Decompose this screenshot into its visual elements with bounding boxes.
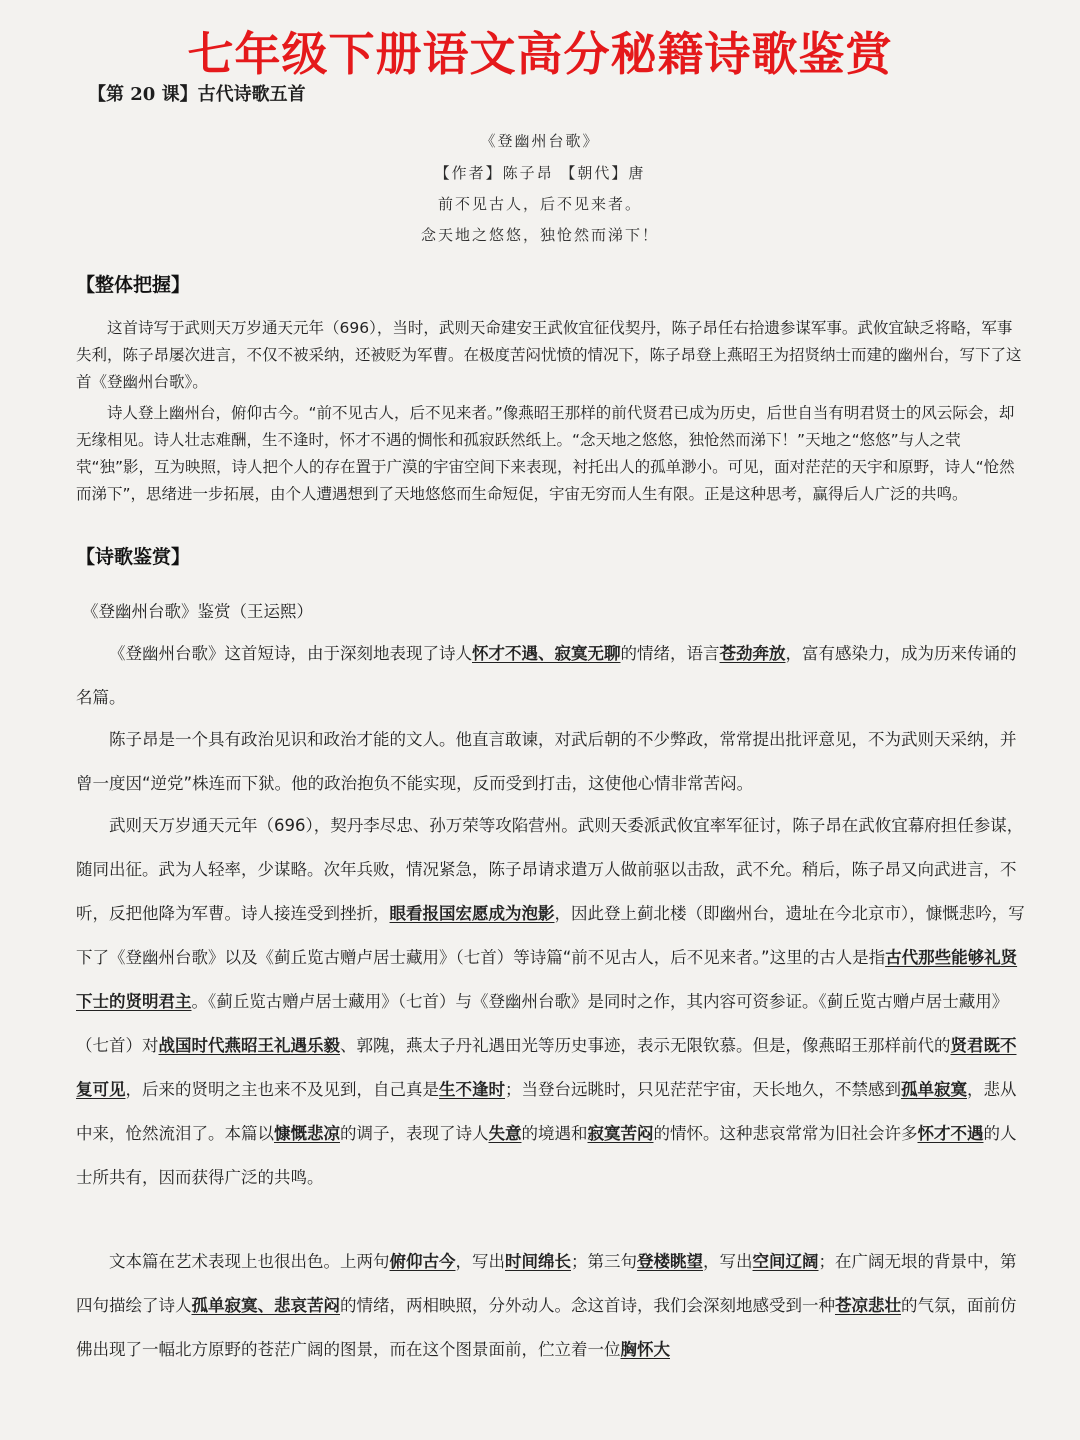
poem-line-1: 前不见古人，后不见来者。 [437, 195, 642, 213]
highlight-phrase: 时间绵长 [505, 1252, 571, 1271]
highlight-phrase: 孤单寂寞 [901, 1080, 967, 1099]
appreciation-source: 《登幽州台歌》鉴赏（王运熙） [82, 602, 313, 621]
highlight-phrase: 古代那些能够礼贤下士的贤明君主 [76, 948, 1018, 1011]
section-appreciation-heading: 【诗歌鉴赏】 [76, 546, 191, 568]
highlight-phrase: 寂寞苦闷 [587, 1124, 654, 1143]
highlight-phrase: 贤君既不复可见 [76, 1036, 1017, 1099]
appreciation-paragraph-2: 陈子昂是一个具有政治见识和政治才能的文人。他直言敢谏，对武后朝的不少弊政，常常提出批评意见，不为武则天采纳，并曾一度因“逆党”株连而下狱。他的政治抱负不能实现，反而受到打击，这使他心情非常苦闷。 [76, 730, 1017, 793]
highlight-phrase: 怀才不遇、寂寞无聊 [472, 644, 621, 663]
highlight-phrase: 失意 [488, 1124, 522, 1143]
highlight-phrase: 眼看报国宏愿成为泡影 [389, 904, 555, 923]
page-title: 七年级下册语文高分秘籍诗歌鉴赏 [187, 27, 893, 81]
appreciation-paragraph-4: 文本篇在艺术表现上也很出色。上两句俯仰古今，写出时间绵长；第三句登楼眺望，写出空间辽阔；在广阔无垠的背景中，第四句描绘了诗人孤单寂寞、悲哀苦闷的情绪，两相映照，分外动人。念这首诗，我们会深刻地感受到一种苍凉悲壮的气氛，面前仿佛出现了一幅北方原野的苍茫广阔的图景，而在这个图景面前，伫立着一位胸怀大 [76, 1252, 1017, 1359]
highlight-phrase: 慷慨悲凉 [274, 1124, 340, 1143]
highlight-phrase: 胸怀大 [620, 1340, 670, 1359]
highlight-phrase: 怀才不遇 [917, 1124, 984, 1143]
highlight-phrase: 空间辽阔 [752, 1252, 819, 1271]
appreciation-paragraph-1: 《登幽州台歌》这首短诗，由于深刻地表现了诗人怀才不遇、寂寞无聊的情绪，语言苍劲奔放，富有感染力，成为历来传诵的名篇。 [76, 644, 1017, 707]
highlight-phrase: 孤单寂寞、悲哀苦闷 [191, 1296, 340, 1315]
poem-meta: 【作者】陈子昂 【朝代】唐 [434, 164, 646, 182]
overview-paragraph-2: 诗人登上幽州台，俯仰古今。“前不见古人，后不见来者。”像燕昭王那样的前代贤君已成为历史，后世自当有明君贤士的风云际会，却无缘相见。诗人壮志难酬，生不逢时，怀才不遇的惆怅和孤寂跃然纸上。“念天地之悠悠，独怆然而涕下！”天地之“悠悠”与人之茕茕“独”影，互为映照，诗人把个人的存在置于广漠的宇宙空间下来表现，衬托出人的孤单渺小。可见，面对茫茫的天宇和原野，诗人“怆然而涕下”，思绪进一步拓展，由个人遭遇想到了天地悠悠而生命短促，宇宙无穷而人生有限。正是这种思考，赢得后人广泛的共鸣。 [76, 404, 1015, 503]
poem-line-2: 念天地之悠悠，独怆然而涕下！ [420, 226, 659, 244]
highlight-phrase: 苍劲奔放 [719, 644, 786, 663]
poem-title: 《登幽州台歌》 [480, 132, 600, 150]
highlight-phrase: 苍凉悲壮 [835, 1296, 901, 1315]
lesson-heading: 【第 20 课】古代诗歌五首 [88, 84, 306, 105]
highlight-phrase: 战国时代燕昭王礼遇乐毅 [158, 1036, 340, 1055]
appreciation-paragraph-3: 武则天万岁通天元年（696），契丹李尽忠、孙万荣等攻陷营州。武则天委派武攸宜率军征讨，陈子昂在武攸宜幕府担任参谋，随同出征。武为人轻率，少谋略。次年兵败，情况紧急，陈子昂请求遣万人做前驱以击敌，武不允。稍后，陈子昂又向武进言，不听，反把他降为军曹。诗人接连受到挫折，眼看报国宏愿成为泡影，因此登上蓟北楼（即幽州台，遗址在今北京市），慷慨悲吟，写下了《登幽州台歌》以及《蓟丘览古赠卢居士藏用》（七首）等诗篇“前不见古人，后不见来者。”这里的古人是指古代那些能够礼贤下士的贤明君主。《蓟丘览古赠卢居士藏用》（七首）与《登幽州台歌》是同时之作，其内容可资参证。《蓟丘览古赠卢居士藏用》（七首）对战国时代燕昭王礼遇乐毅、郭隗，燕太子丹礼遇田光等历史事迹，表示无限钦慕。但是，像燕昭王那样前代的贤君既不复可见，后来的贤明之主也来不及见到，自己真是生不逢时；当登台远眺时，只见茫茫宇宙，天长地久，不禁感到孤单寂寞，悲从中来，怆然流泪了。本篇以慷慨悲凉的调子，表现了诗人失意的境遇和寂寞苦闷的情怀。这种悲哀常常为旧社会许多怀才不遇的人士所共有，因而获得广泛的共鸣。 [76, 816, 1025, 1187]
highlight-phrase: 登楼眺望 [637, 1252, 703, 1271]
highlight-phrase: 俯仰古今 [389, 1252, 456, 1271]
highlight-phrase: 生不逢时 [439, 1080, 505, 1099]
overview-paragraph-1: 这首诗写于武则天万岁通天元年（696），当时，武则天命建安王武攸宜征伐契丹，陈子昂任右拾遗参谋军事。武攸宜缺乏将略，军事失利，陈子昂屡次进言，不仅不被采纳，还被贬为军曹。在极度苦闷忧愤的情况下，陈子昂登上燕昭王为招贤纳士而建的幽州台，写下了这首《登幽州台歌》。 [76, 319, 1022, 391]
section-overview-heading: 【整体把握】 [76, 274, 191, 296]
